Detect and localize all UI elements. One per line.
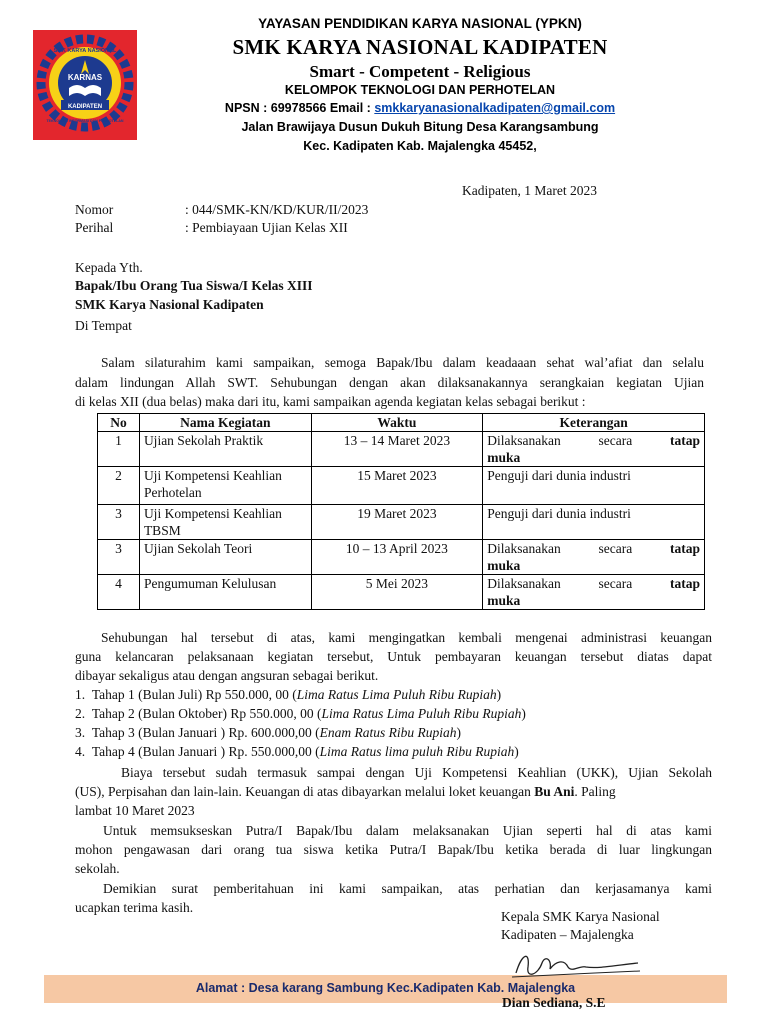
logo-badge: KARNAS: [67, 73, 103, 82]
npsn-label: NPSN : 69978566 Email :: [224, 101, 375, 115]
intro-line-1: Salam silaturahim kami sampaikan, semoga Bapak/Ibu dalam keadaaan sehat wal’afiat dan selalu: [101, 355, 704, 370]
school-group: KELOMPOK TEKNOLOGI DAN PERHOTELAN: [284, 83, 556, 97]
row-no: 3: [98, 540, 140, 575]
installment-item: [75, 705, 526, 723]
ket-word: muka: [487, 450, 521, 465]
installment-item: [75, 686, 501, 704]
cashier-name: Bu Ani: [534, 784, 575, 799]
nomor-label: Nomor: [75, 202, 114, 217]
cost-line-1: Biaya tersebut sudah termasuk sampai dengan Uji Kompetensi Keahlian (UKK), Ujian Sekolah: [121, 765, 712, 780]
school-logo: [33, 30, 137, 140]
nomor-value: : 044/SMK-KN/KD/KUR/II/2023: [185, 202, 369, 217]
signature-scribble: [508, 945, 648, 985]
email-link[interactable]: smkkaryanasionalkadipaten@gmail.com: [374, 101, 616, 115]
intro-line-2: dalam lindungan Allah SWT. Sehubungan dengan akan dilaksanakannya serangkaian kegiatan Ujian: [75, 375, 704, 390]
row-kegiatan: Pengumuman Kelulusan: [139, 575, 311, 610]
ket-word: secara: [598, 576, 633, 591]
table-header-row: [98, 414, 705, 432]
installment-text: Tahap 1 (Bulan Juli) Rp 550.000, 00 (: [91, 687, 297, 702]
header-waktu: Waktu: [311, 414, 483, 432]
table-row: [98, 540, 705, 575]
installment-number: 1.: [75, 687, 86, 702]
logo-ribbon-text: KADIPATEN: [67, 104, 103, 110]
contact-line: [150, 101, 690, 115]
logo-bottom-text: TEKNOLOGI INFORMASI DAN PERHOTELAN: [46, 119, 124, 123]
address-line-2: Kec. Kadipaten Kab. Majalengka 45452,: [303, 139, 537, 153]
installment-text: Tahap 2 (Bulan Oktober) Rp 550.000, 00 (: [91, 706, 322, 721]
row-no: 4: [98, 575, 140, 610]
supervision-line-2: mohon pengawasan dari orang tua siswa ketika Putra/I Bapak/Ibu ketika berada di luar lingkungan: [75, 842, 712, 857]
ket-word: secara: [598, 433, 633, 448]
row-keterangan: [483, 575, 705, 610]
row-keterangan: [483, 540, 705, 575]
row-keterangan: Penguji dari dunia industri: [483, 505, 705, 540]
row-no: 1: [98, 432, 140, 467]
row-no: 3: [98, 505, 140, 540]
row-keterangan: Penguji dari dunia industri: [483, 467, 705, 505]
cost-line-3: lambat 10 Maret 2023: [75, 803, 195, 818]
cost-text-end: . Paling: [574, 784, 616, 799]
row-waktu: 5 Mei 2023: [311, 575, 483, 610]
row-waktu: 19 Maret 2023: [311, 505, 483, 540]
installment-words: Lima Ratus lima puluh Ribu Rupiah: [319, 744, 515, 759]
foundation-name: YAYASAN PENDIDIKAN KARYA NASIONAL (YPKN): [258, 16, 582, 31]
closing-line-2: ucapkan terima kasih.: [75, 900, 194, 915]
installment-close: ): [521, 706, 526, 721]
perihal-value: : Pembiayaan Ujian Kelas XII: [185, 220, 348, 235]
payment-line-3: dibayar sekaligus atau dengan angsuran sebagai berikut.: [75, 668, 379, 683]
installment-close: ): [514, 744, 519, 759]
row-kegiatan: [139, 467, 311, 505]
header-no: No: [98, 414, 140, 432]
signer-title-1: Kepala SMK Karya Nasional: [501, 909, 660, 924]
table-row: [98, 467, 705, 505]
installment-words: Lima Ratus Lima Puluh Ribu Rupiah: [321, 706, 522, 721]
ket-word: tatap: [669, 576, 700, 591]
address-line-1: Jalan Brawijaya Dusun Dukuh Bitung Desa Karangsambung: [241, 120, 599, 134]
ket-word: Dilaksanakan: [487, 541, 561, 556]
school-name: SMK KARYA NASIONAL KADIPATEN: [232, 35, 608, 59]
ket-word: tatap: [669, 541, 700, 556]
school-motto: Smart - Competent - Religious: [309, 62, 531, 81]
header-keterangan: Keterangan: [483, 414, 705, 432]
kegiatan-line: Uji Kompetensi Keahlian: [143, 506, 282, 521]
ket-word: muka: [487, 558, 521, 573]
ket-word: secara: [598, 541, 633, 556]
installment-text: Tahap 3 (Bulan Januari ) Rp. 600.000,00 (: [91, 725, 320, 740]
supervision-line-3: sekolah.: [75, 861, 120, 876]
ket-word: muka: [487, 593, 521, 608]
installment-item: [75, 724, 461, 742]
signer-title-2: Kadipaten – Majalengka: [501, 927, 634, 942]
ket-word: Dilaksanakan: [487, 433, 561, 448]
installment-number: 4.: [75, 744, 86, 759]
row-waktu: 13 – 14 Maret 2023: [311, 432, 483, 467]
payment-line-1: Sehubungan hal tersebut di atas, kami mengingatkan kembali mengenai administrasi keuangan: [101, 630, 712, 645]
row-kegiatan: [139, 505, 311, 540]
supervision-line-1: Untuk memsukseskan Putra/I Bapak/Ibu dalam melaksanakan Ujian seperti hal di atas kami: [103, 823, 712, 838]
ket-word: Dilaksanakan: [487, 576, 561, 591]
agenda-table: [97, 413, 705, 610]
closing-line-1: Demikian surat pemberitahuan ini kami sampaikan, atas perhatian dan kerjasamanya kami: [103, 881, 712, 896]
row-kegiatan: Ujian Sekolah Teori: [139, 540, 311, 575]
perihal-label: Perihal: [75, 220, 114, 235]
installment-close: ): [496, 687, 502, 702]
signer-name: Dian Sediana, S.E: [502, 995, 606, 1010]
logo-top-text: SMK KARYA NASIONAL: [53, 48, 117, 54]
letter-date: Kadipaten, 1 Maret 2023: [462, 183, 597, 198]
installment-text: Tahap 4 (Bulan Januari ) Rp. 550.000,00 (: [91, 744, 320, 759]
cost-line-2: [75, 783, 712, 801]
recipient-name: Bapak/Ibu Orang Tua Siswa/I Kelas XIII: [75, 278, 313, 293]
installment-item: [75, 743, 519, 761]
row-waktu: 10 – 13 April 2023: [311, 540, 483, 575]
row-waktu: 15 Maret 2023: [311, 467, 483, 505]
row-kegiatan: Ujian Sekolah Praktik: [139, 432, 311, 467]
row-no: 2: [98, 467, 140, 505]
recipient-place: Di Tempat: [75, 318, 132, 333]
intro-line-3: di kelas XII (dua belas) maka dari itu, kami sampaikan agenda kegiatan kelas sebagai berikut :: [75, 394, 586, 409]
recipient-salutation: Kepada Yth.: [75, 260, 143, 275]
cost-text: (US), Perpisahan dan lain-lain. Keuangan di atas dibayarkan melalui loket keuangan: [75, 784, 535, 799]
header-kegiatan: Nama Kegiatan: [139, 414, 311, 432]
table-row: [98, 505, 705, 540]
installment-close: ): [456, 725, 462, 740]
installment-words: Lima Ratus Lima Puluh Ribu Rupiah: [296, 687, 497, 702]
installment-number: 3.: [75, 725, 86, 740]
footer-address: Alamat : Desa karang Sambung Kec.Kadipaten Kab. Majalengka: [195, 981, 576, 995]
recipient-school: SMK Karya Nasional Kadipaten: [75, 297, 264, 312]
installment-words: Enam Ratus Ribu Rupiah: [319, 725, 457, 740]
row-keterangan: [483, 432, 705, 467]
kegiatan-line: Perhotelan: [143, 485, 202, 500]
payment-line-2: guna kelancaran pelaksanaan kegiatan tersebut, Untuk pembayaran keuangan tersebut diatas dapat: [75, 649, 712, 664]
installment-number: 2.: [75, 706, 86, 721]
kegiatan-line: TBSM: [143, 523, 181, 538]
table-row: [98, 575, 705, 610]
ket-word: tatap: [669, 433, 700, 448]
table-row: [98, 432, 705, 467]
kegiatan-line: Uji Kompetensi Keahlian: [143, 468, 282, 483]
